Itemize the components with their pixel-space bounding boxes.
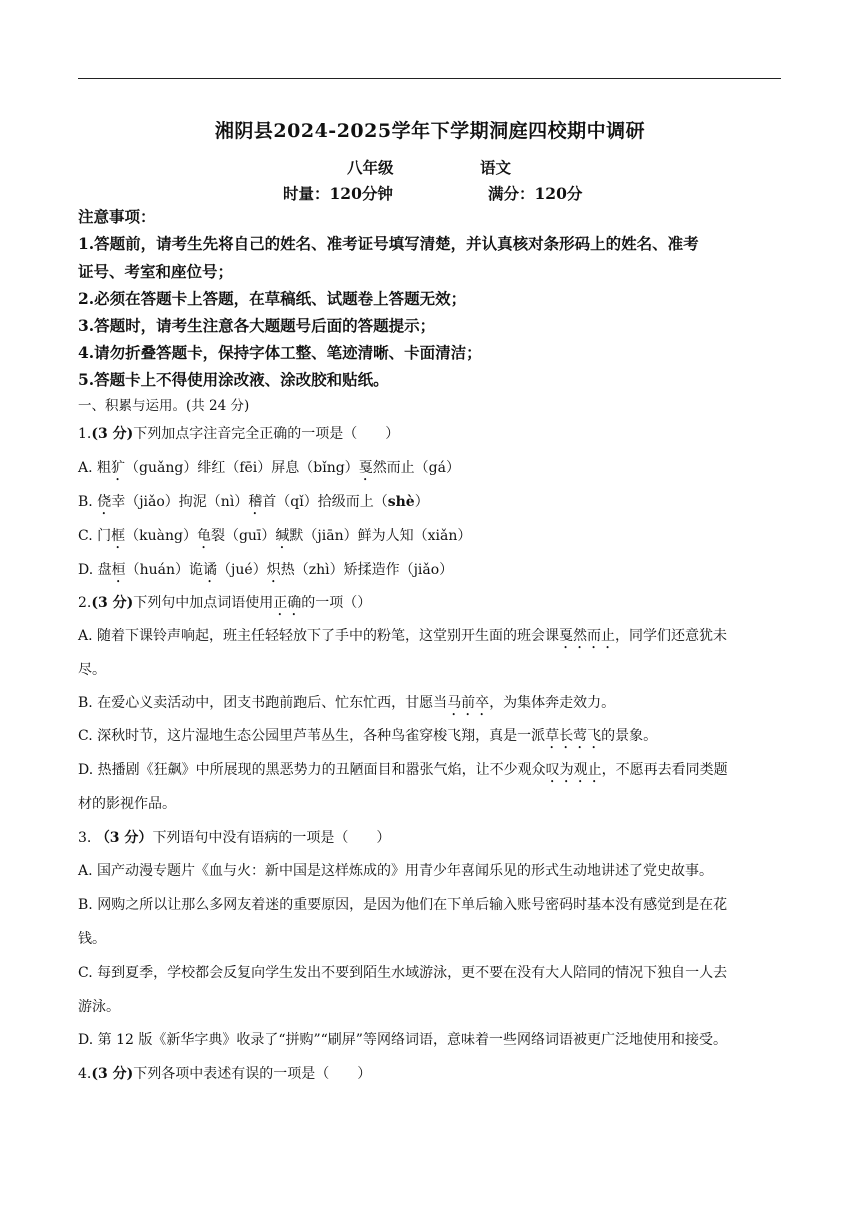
question-points: （3 分）	[95, 830, 153, 846]
top-rule	[78, 78, 781, 79]
question-number: 4.	[78, 1066, 92, 1082]
emphasized-char: 谲	[203, 562, 218, 578]
question-3-option-d: D. 第 12 版《新华字典》收录了“拼购”“刷屏”等网络词语，意味着一些网络词语被更广泛地使用和接受。	[78, 1032, 727, 1048]
notice-item-3: 3.答题时，请考生注意各大题题号后面的答题提示；	[78, 316, 436, 335]
emphasized-char: 犷	[111, 460, 126, 476]
notice-item-1-line-2: 证号、考室和座位号；	[78, 262, 234, 281]
exam-title: 湘阴县2024-2025学年下学期洞庭四校期中调研	[214, 120, 646, 142]
question-3-option-c-line-2: 游泳。	[78, 999, 120, 1015]
question-2-option-a-line-2: 尽。	[78, 662, 106, 678]
question-2-option-b: B. 在爱心义卖活动中，团支书跑前跑后、忙东忙西，甘愿当马前卒，为集体奔走效力。	[78, 695, 616, 711]
emphasized-char: 炽	[266, 562, 281, 578]
notice-item-5: 5.答题卡上不得使用涂改液、涂改胶和贴纸。	[78, 370, 389, 389]
question-3-option-b-line-2: 钱。	[78, 931, 106, 947]
question-text: 下列语句中没有语病的一项是（ ）	[152, 830, 391, 846]
question-3-stem	[78, 829, 390, 847]
question-number: 2.	[78, 595, 92, 611]
question-3-option-a: A. 国产动漫专题片《血与火：新中国是这样炼成的》用青少年喜闻乐见的形式生动地讲述了党史故事。	[78, 863, 714, 879]
grade-label: 八年级	[347, 158, 394, 177]
emphasized-word: 马前卒	[447, 695, 490, 711]
notice-item-2: 2.必须在答题卡上答题，在草稿纸、试题卷上答题无效；	[78, 289, 467, 308]
time-limit: 时量：120分钟	[283, 184, 393, 203]
emphasized-word: 草长莺飞	[545, 728, 602, 744]
question-points: (3 分)	[91, 595, 134, 611]
question-2-stem: 2.(3 分)下列句中加点词语使用正确的一项（）	[78, 595, 372, 611]
emphasized-char: 侥	[97, 494, 112, 510]
question-number: 1.	[78, 426, 92, 442]
question-text: 下列各项中表述有误的一项是（ ）	[133, 1066, 372, 1082]
subject-label: 语文	[480, 158, 512, 177]
question-4-stem	[78, 1065, 371, 1083]
question-2-option-c: C. 深秋时节，这片湿地生态公园里芦苇丛生，各种鸟雀穿梭飞翔，真是一派草长莺飞的景象。	[78, 728, 658, 744]
section-1-heading: 一、积累与运用。(共 24 分)	[78, 398, 250, 414]
question-points: (3 分)	[91, 1066, 134, 1082]
emphasized-char: 稽	[248, 494, 263, 510]
emphasized-char: 缄	[275, 528, 290, 544]
question-1-stem	[78, 425, 399, 443]
emphasized-word: 戛然而止	[559, 628, 616, 644]
question-1-option-a: A. 粗犷（guǎng）绯红（fēi）屏息（bǐng）戛然而止（gá）	[78, 460, 460, 476]
question-points: (3 分)	[91, 426, 134, 442]
question-1-option-b: B. 侥幸（jiǎo）拘泥（nì）稽首（qǐ）拾级而上（shè）	[78, 494, 429, 510]
question-3-option-c-line-1: C. 每到夏季，学校都会反复向学生发出不要到陌生水域游泳，更不要在没有大人陪同的情况下独自一人去	[78, 965, 728, 981]
question-1-option-c: C. 门框（kuàng）龟裂（guī）缄默（jiān）鲜为人知（xiǎn）	[78, 528, 472, 544]
emphasized-word: 叹为观止	[545, 762, 602, 778]
emphasized-char: 框	[111, 528, 126, 544]
question-1-option-d: D. 盘桓（huán）诡谲（jué）炽热（zhì）矫揉造作（jiǎo）	[78, 562, 454, 578]
emphasized-word: 正确	[273, 595, 302, 611]
emphasized-char: 戛	[358, 460, 373, 476]
question-3-option-b-line-1: B. 网购之所以让那么多网友着迷的重要原因，是因为他们在下单后输入账号密码时基本没有感觉到是在花	[78, 897, 728, 913]
notice-item-4: 4.请勿折叠答题卡，保持字体工整、笔迹清晰、卡面清洁；	[78, 343, 482, 362]
full-score: 满分：120分	[488, 184, 583, 203]
notice-heading: 注意事项：	[78, 207, 156, 226]
question-2-option-a-line-1: A. 随着下课铃声响起，班主任轻轻放下了手中的粉笔，这堂别开生面的班会课戛然而止，同学们还意犹未	[78, 628, 728, 644]
emphasized-char: 桓	[111, 562, 126, 578]
question-number: 3.	[78, 830, 92, 846]
notice-item-1-line-1: 1.答题前，请考生先将自己的姓名、准考证号填写清楚，并认真核对条形码上的姓名、准考	[78, 234, 699, 253]
question-2-option-d-line-2: 材的影视作品。	[78, 796, 176, 812]
question-2-option-d-line-1: D. 热播剧《狂飙》中所展现的黑恶势力的丑陋面目和嚣张气焰，让不少观众叹为观止，不愿再去看同类题	[78, 762, 728, 778]
question-text: 下列加点字注音完全正确的一项是（ ）	[133, 426, 400, 442]
emphasized-char: 龟	[196, 528, 211, 544]
